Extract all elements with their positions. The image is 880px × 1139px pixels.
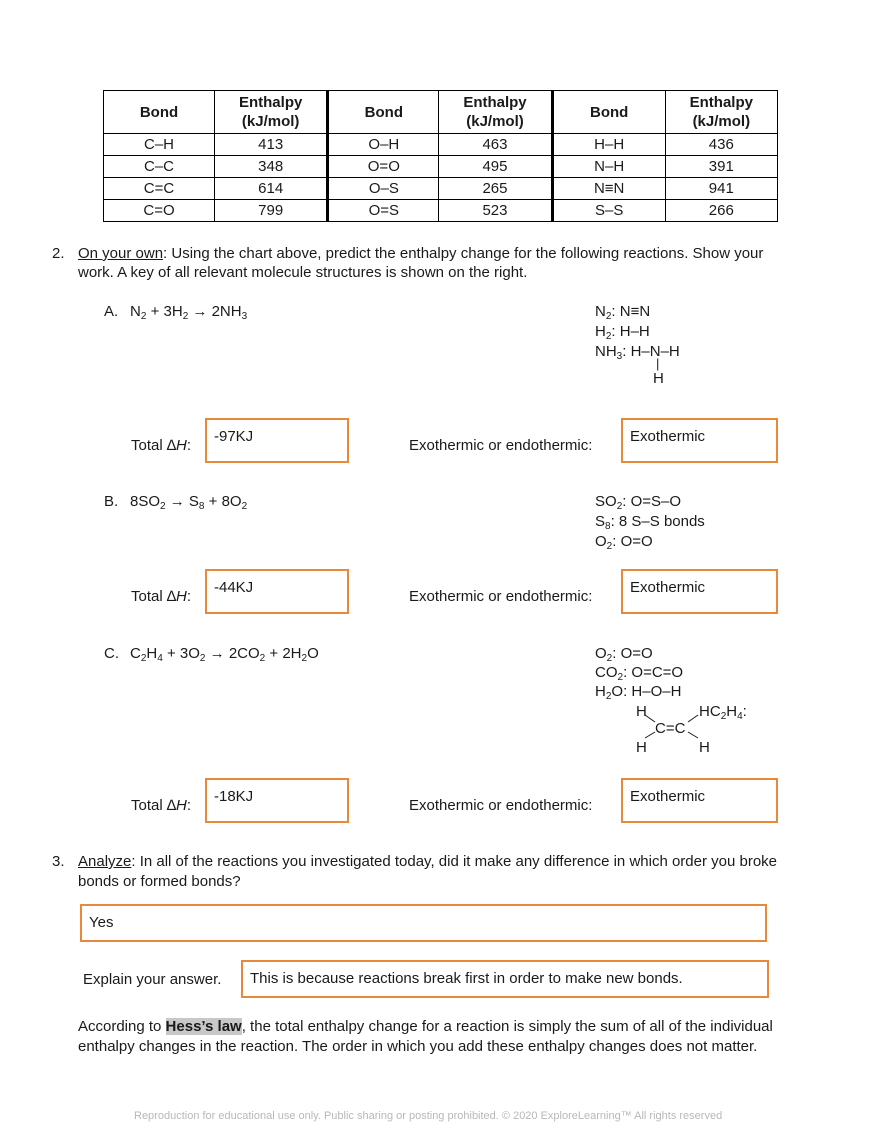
key-nh3: $NH_3$: H–N–H <box>595 343 680 362</box>
table-cell: 413 <box>215 134 328 156</box>
reaction-a-total-input[interactable]: -97KJ <box>205 418 349 463</box>
q2-prompt-line2: work. A key of all relevant molecule structures is shown on the right. <box>78 264 528 281</box>
reaction-a-letter: A. <box>104 303 119 320</box>
table-cell: 266 <box>665 200 777 222</box>
table-cell: 523 <box>439 200 552 222</box>
c2h4-bond-lines <box>630 700 710 750</box>
explain-label: Explain your answer. <box>83 971 222 988</box>
hess-paragraph-line2: enthalpy changes in the reaction. The order in which you add these enthalpy changes does not matter. <box>78 1038 758 1055</box>
q3-prompt-line2: bonds or formed bonds? <box>78 873 241 890</box>
table-cell: 614 <box>215 178 328 200</box>
header-enthalpy: Enthalpy (kJ/mol) <box>439 91 552 134</box>
table-cell: 495 <box>439 156 552 178</box>
reaction-a-equation: $N_2 + 3H_2 \to 2NH_3$ <box>130 303 248 322</box>
header-enthalpy: Enthalpy (kJ/mol) <box>215 91 328 134</box>
reaction-b-equation: $8SO_2 \to S_8 + 8O_2$ <box>130 493 248 512</box>
reaction-b-type-label: Exothermic or endothermic: <box>409 588 593 605</box>
q2-label: On your own <box>78 245 164 262</box>
table-cell: C=O <box>104 200 215 222</box>
table-cell: O–S <box>328 178 439 200</box>
table-row <box>104 178 778 200</box>
table-cell: H–H <box>552 134 665 156</box>
key-h2o: $H_2O$: H–O–H <box>595 683 682 702</box>
table-cell: O–H <box>328 134 439 156</box>
table-cell: S–S <box>552 200 665 222</box>
reaction-c-type-input[interactable]: Exothermic <box>621 778 778 823</box>
table-cell: 799 <box>215 200 328 222</box>
reaction-a-type-input[interactable]: Exothermic <box>621 418 778 463</box>
reaction-c-type-label: Exothermic or endothermic: <box>409 797 593 814</box>
key-co2: $CO_2$: O=C=O <box>595 664 684 683</box>
table-cell: N≡N <box>552 178 665 200</box>
key-n2: $N_2$: N≡N <box>595 303 651 322</box>
bond-enthalpy-table <box>103 90 778 222</box>
table-cell: O=O <box>328 156 439 178</box>
table-cell: N–H <box>552 156 665 178</box>
c2h4-double-bond: C=C <box>655 720 686 737</box>
explain-input[interactable]: This is because reactions break first in order to make new bonds. <box>241 960 769 998</box>
header-bond: Bond <box>328 91 439 134</box>
key-c2h4: $HC_2H_4$: <box>699 703 747 722</box>
q3-label: Analyze <box>78 853 132 870</box>
reaction-b-type-input[interactable]: Exothermic <box>621 569 778 614</box>
header-bond: Bond <box>552 91 665 134</box>
table-row <box>104 134 778 156</box>
reaction-a-total-label: Total ∆H: <box>131 437 192 454</box>
footer-copyright: Reproduction for educational use only. Public sharing or posting prohibited. © 2020 ExploreLearning™ All rights reserved <box>134 1110 723 1122</box>
q3-answer-input[interactable]: Yes <box>80 904 767 942</box>
q2-prompt-line1: On your own: Using the chart above, predict the enthalpy change for the following reactions. Show your <box>78 245 764 262</box>
key-s8: $S_8$: 8 S–S bonds <box>595 513 705 532</box>
key-o2: $O_2$: O=O <box>595 533 653 552</box>
table-cell: C–H <box>104 134 215 156</box>
hess-paragraph-line1: According to Hess’s law, the total enthalpy change for a reaction is simply the sum of all of the individual <box>78 1018 773 1035</box>
table-row <box>104 200 778 222</box>
table-cell: C=C <box>104 178 215 200</box>
reaction-c-total-label: Total ∆H: <box>131 797 192 814</box>
table-cell: C–C <box>104 156 215 178</box>
header-enthalpy: Enthalpy (kJ/mol) <box>665 91 777 134</box>
table-header-row <box>104 91 778 134</box>
nh3-h-atom: H <box>653 370 664 387</box>
q3-prompt-line1: Analyze: In all of the reactions you investigated today, did it make any difference in which order you broke <box>78 853 778 870</box>
c2h4-atom-h: H <box>636 703 647 720</box>
table-cell: 265 <box>439 178 552 200</box>
nh3-bond-line: | <box>656 356 660 371</box>
reaction-c-total-input[interactable]: -18KJ <box>205 778 349 823</box>
key-h2: $H_2$: H–H <box>595 323 650 342</box>
key-so2: $SO_2$: O=S–O <box>595 493 682 512</box>
table-cell: 391 <box>665 156 777 178</box>
reaction-c-letter: C. <box>104 645 119 662</box>
reaction-b-total-input[interactable]: -44KJ <box>205 569 349 614</box>
table-row <box>104 156 778 178</box>
reaction-b-total-label: Total ∆H: <box>131 588 192 605</box>
reaction-c-equation: $C_2H_4 + 3O_2 \to 2CO_2 + 2H_2O$ <box>130 645 319 664</box>
table-cell: O=S <box>328 200 439 222</box>
q3-number: 3. <box>52 853 65 870</box>
q2-number: 2. <box>52 245 65 262</box>
table-cell: 463 <box>439 134 552 156</box>
reaction-b-letter: B. <box>104 493 119 510</box>
key-o2: $O_2$: O=O <box>595 645 653 664</box>
reaction-a-type-label: Exothermic or endothermic: <box>409 437 593 454</box>
c2h4-atom-h: H <box>636 739 647 756</box>
table-cell: 348 <box>215 156 328 178</box>
c2h4-atom-h: H <box>699 739 710 756</box>
table-cell: 941 <box>665 178 777 200</box>
table-cell: 436 <box>665 134 777 156</box>
header-bond: Bond <box>104 91 215 134</box>
hess-law-term: Hess’s law <box>165 1018 242 1035</box>
